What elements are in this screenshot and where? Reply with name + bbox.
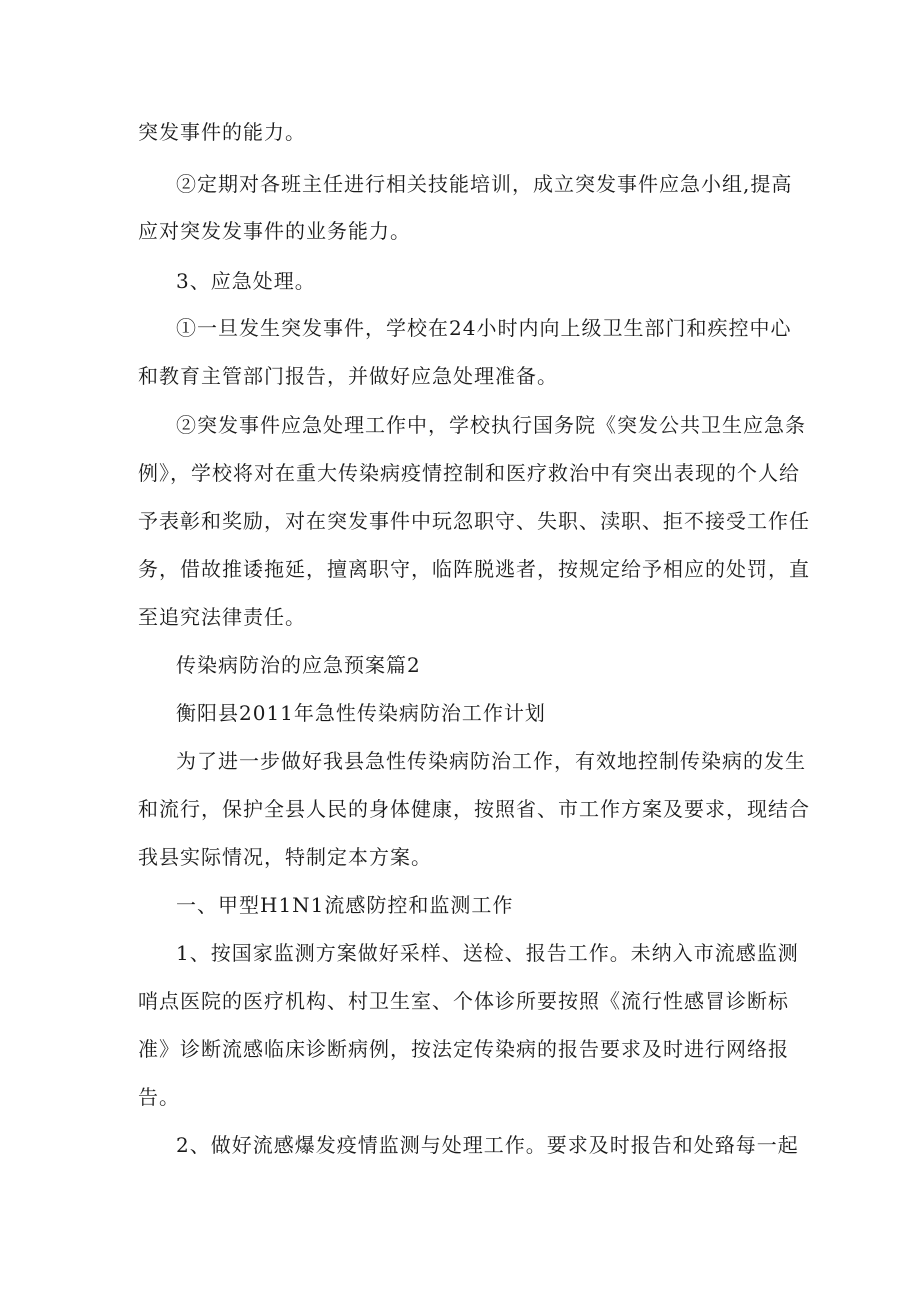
text-line: 和流行，保护全县人民的身体健康，按照省、市工作方案及要求，现结合 [138, 797, 810, 821]
text-line: 至追究法律责任。 [138, 605, 306, 629]
text-line: 突发事件的能力。 [138, 120, 306, 144]
text-line: ②突发事件应急处理工作中，学校执行国务院《突发公共卫生应急条 [176, 413, 806, 437]
text-line: 应对突发发事件的业务能力。 [138, 219, 411, 243]
plan-title: 衡阳县2011年急性传染病防治工作计划 [176, 701, 546, 725]
text-line: 例》，学校将对在重大传染病疫情控制和医疗救治中有突出表现的个人给 [138, 461, 800, 485]
text-line: 予表彰和奖励，对在突发事件中玩忽职守、失职、渎职、拒不接受工作任 [138, 509, 810, 533]
text-line: ①一旦发生突发事件，学校在24小时内向上级卫生部门和疾控中心 [176, 316, 792, 340]
text-line: 2、做好流感爆发疫情监测与处理工作。要求及时报告和处臵每一起 [176, 1133, 799, 1157]
text-line: 和教育主管部门报告，并做好应急处理准备。 [138, 364, 558, 388]
text-line: 准》诊断流感临床诊断病例，按法定传染病的报告要求及时进行网络报 [138, 1037, 789, 1061]
text-line: ②定期对各班主任进行相关技能培训，成立突发事件应急小组,提高 [176, 172, 793, 196]
text-line: 3、应急处理。 [176, 269, 316, 293]
text-line: 我县实际情况，特制定本方案。 [138, 845, 432, 869]
subsection-heading: 一、甲型H1N1流感防控和监测工作 [176, 893, 514, 917]
text-line: 告。 [138, 1085, 180, 1109]
text-line: 为了进一步做好我县急性传染病防治工作，有效地控制传染病的发生 [176, 749, 806, 773]
text-line: 1、按国家监测方案做好采样、送检、报告工作。未纳入市流感监测 [176, 941, 799, 965]
text-line: 哨点医院的医疗机构、村卫生室、个体诊所要按照《流行性感冒诊断标 [138, 989, 789, 1013]
text-line: 务，借故推诿拖延，擅离职守，临阵脱逃者，按规定给予相应的处罚，直 [138, 557, 810, 581]
section-heading: 传染病防治的应急预案篇2 [176, 653, 421, 677]
